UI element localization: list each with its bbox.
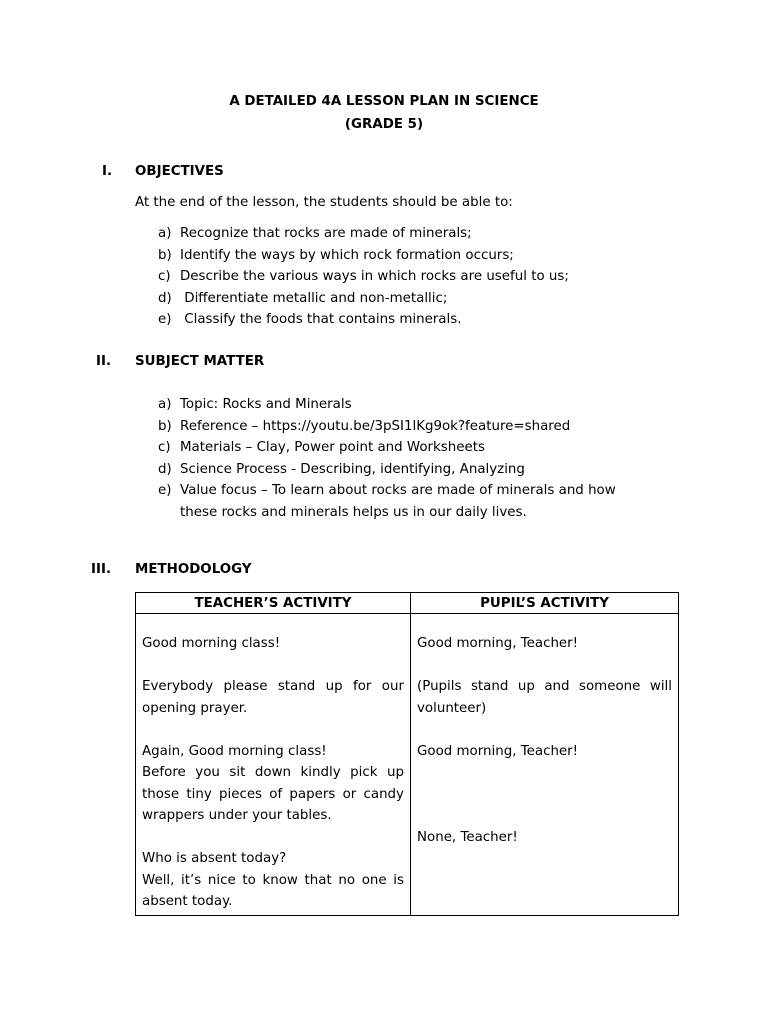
list-text: Value focus – To learn about rocks are made of minerals and how [180, 483, 616, 498]
list-text: Differentiate metallic and non-metallic; [180, 290, 448, 306]
teacher-line: Before you sit down kindly pick up those tiny pieces of papers or candy wrappers under your tables. [142, 765, 404, 823]
section-heading-methodology: METHODOLOGY [135, 562, 252, 577]
column-header-teacher: TEACHER’S ACTIVITY [136, 593, 411, 614]
list-text: Reference – https://youtu.be/3pSI1lKg9ok?feature=shared [180, 418, 571, 434]
list-item [158, 394, 616, 416]
column-header-pupil: PUPIL’S ACTIVITY [411, 593, 679, 614]
list-text: Describe the various ways in which rocks are useful to us; [180, 269, 569, 284]
list-item [158, 416, 616, 438]
list-marker: b) [158, 247, 172, 263]
section-number-subject-matter: II. [96, 354, 112, 369]
objectives-list [158, 223, 569, 331]
section-number-objectives: I. [102, 164, 113, 179]
list-marker: b) [158, 418, 172, 434]
list-marker: d) [158, 290, 172, 306]
list-marker: e) [158, 312, 172, 327]
pupil-line: Good morning, Teacher! [417, 743, 579, 759]
document-subtitle: (GRADE 5) [344, 117, 424, 132]
section-number-methodology: III. [91, 562, 112, 577]
list-marker: a) [158, 397, 172, 412]
list-text: Recognize that rocks are made of minerals; [180, 226, 472, 241]
teacher-line: Good morning class! [142, 636, 281, 651]
list-text: Identify the ways by which rock formation occurs; [180, 247, 514, 263]
list-marker: d) [158, 461, 172, 477]
list-marker: c) [158, 440, 171, 455]
activity-table [135, 592, 679, 916]
list-marker: a) [158, 226, 172, 241]
list-text: these rocks and minerals helps us in our daily lives. [180, 504, 527, 520]
list-marker: c) [158, 269, 171, 284]
list-text: Topic: Rocks and Minerals [180, 397, 352, 412]
pupil-activity-cell [411, 614, 679, 916]
section-heading-subject-matter: SUBJECT MATTER [135, 354, 265, 369]
list-item [158, 223, 569, 245]
subject-matter-list [158, 394, 616, 523]
list-item-continuation [158, 502, 616, 524]
list-item [158, 480, 616, 502]
pupil-line: (Pupils stand up and someone will volunteer) [417, 679, 672, 716]
list-text: Materials – Clay, Power point and Worksheets [180, 440, 485, 455]
list-text: Science Process - Describing, identifying, Analyzing [180, 461, 525, 477]
teacher-line: Again, Good morning class! [142, 743, 327, 759]
list-item [158, 459, 616, 481]
pupil-line: None, Teacher! [417, 829, 518, 845]
table-header-row [136, 593, 679, 614]
list-text: Classify the foods that contains minerals. [180, 312, 462, 327]
teacher-line: Who is absent today? [142, 851, 287, 866]
list-item [158, 266, 569, 288]
pupil-line: Good morning, Teacher! [417, 636, 579, 651]
list-item [158, 245, 569, 267]
objectives-intro: At the end of the lesson, the students should be able to: [135, 195, 513, 210]
teacher-activity-cell [136, 614, 411, 916]
section-heading-objectives: OBJECTIVES [135, 164, 224, 179]
list-item [158, 437, 616, 459]
teacher-line: Well, it’s nice to know that no one is absent today. [142, 872, 404, 909]
document-title: A DETAILED 4A LESSON PLAN IN SCIENCE [229, 94, 539, 109]
list-item [158, 309, 569, 331]
teacher-line: Everybody please stand up for our opening prayer. [142, 679, 404, 716]
table-row [136, 614, 679, 916]
list-marker: e) [158, 483, 172, 498]
list-item [158, 288, 569, 310]
